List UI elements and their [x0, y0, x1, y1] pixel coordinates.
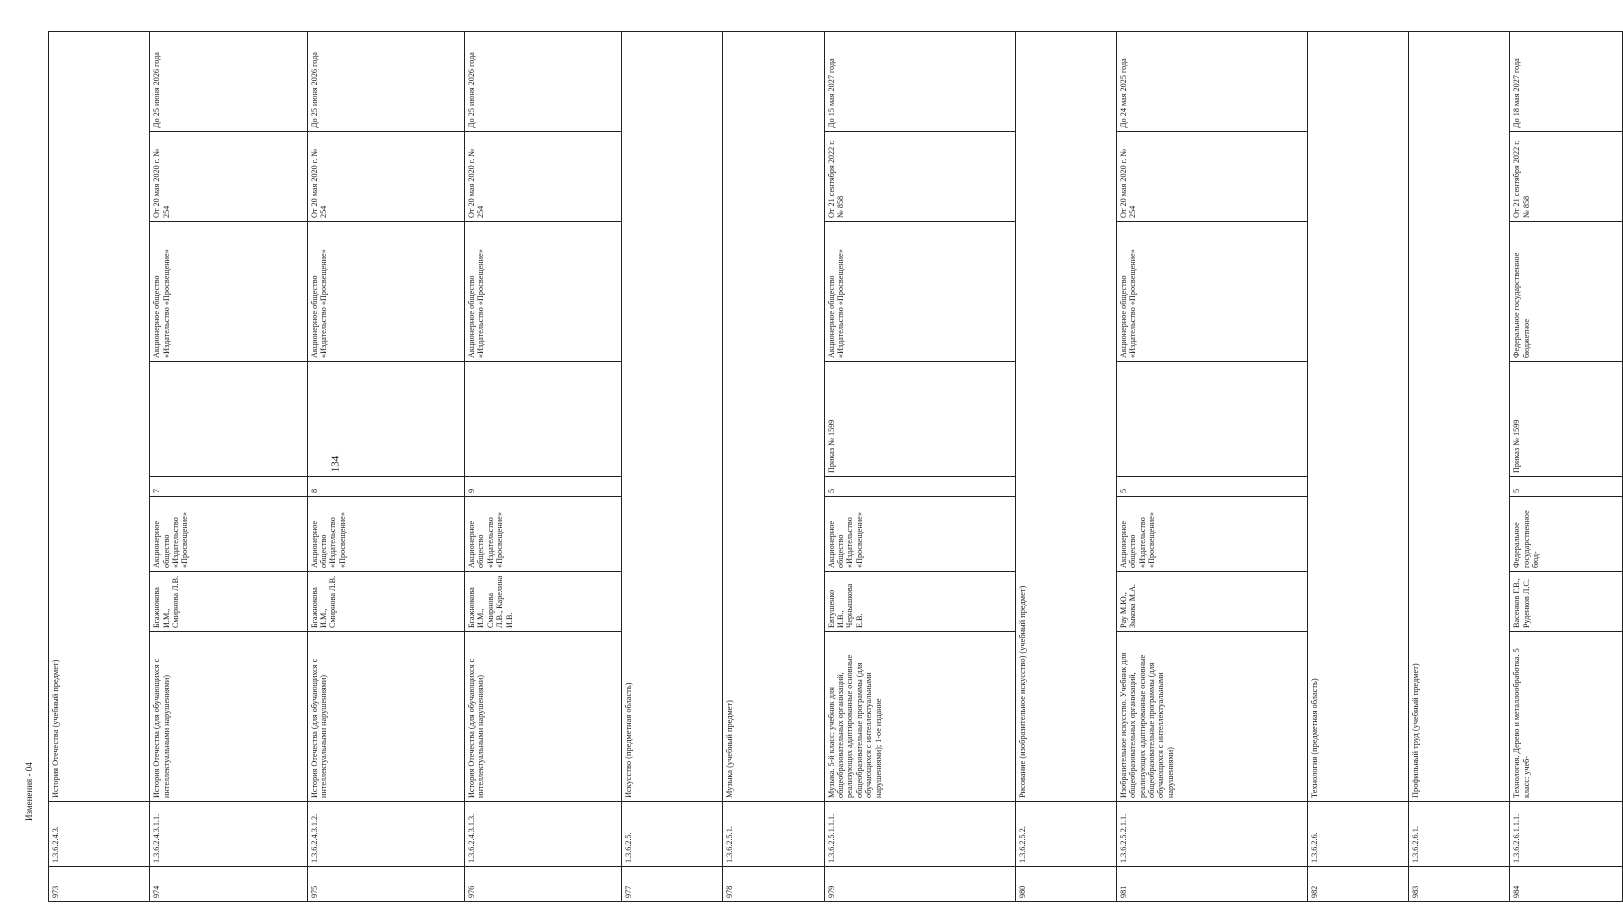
table-row: [824, 31, 1015, 901]
grade-cell: 5: [824, 477, 1015, 497]
section-row: [1307, 31, 1408, 901]
table-row: [150, 31, 307, 901]
section-title-cell: Музыка (учебный предмет): [723, 31, 824, 801]
authors-cell: Бгажнокова И.М., Смирнова Л.В.: [150, 572, 307, 632]
grade-cell: 5: [1510, 477, 1622, 497]
order-cell: [464, 362, 621, 477]
row-number-cell: 979: [824, 867, 1015, 902]
publisher-cell: Акционерное общество «Издательство «Просвещение»: [307, 497, 464, 572]
textbook-name-cell: Технология. Дерево и металлообработка. 5 класс: учеб-: [1510, 632, 1622, 802]
row-number-cell: 975: [307, 867, 464, 902]
order-cell: [1116, 362, 1307, 477]
organization-cell: Акционерное общество «Издательство «Просвещение»: [307, 222, 464, 362]
registry-table: [48, 31, 1623, 902]
code-cell: 1.3.6.2.6.: [1307, 802, 1408, 867]
section-title-cell: Технология (предметная область): [1307, 31, 1408, 801]
publisher-cell: Акционерное общество «Издательство «Просвещение»: [150, 497, 307, 572]
validity-term-cell: До 18 мая 2027 года: [1510, 31, 1622, 131]
code-cell: 1.3.6.2.6.1.: [1409, 802, 1510, 867]
row-number-cell: 984: [1510, 867, 1622, 902]
validity-term-cell: До 15 мая 2027 года: [824, 31, 1015, 131]
code-cell: 1.3.6.2.5.: [622, 802, 723, 867]
row-number-cell: 974: [150, 867, 307, 902]
organization-cell: Акционерное общество «Издательство «Просвещение»: [150, 222, 307, 362]
order-cell: Приказ № 1599: [824, 362, 1015, 477]
approval-date-cell: От 21 сентября 2022 г. № 858: [1510, 132, 1622, 222]
authors-cell: Рау М.Ю., Зыкова М.А.: [1116, 572, 1307, 632]
authors-cell: Бгажнокова И.М., Смирнова Л.В., Карелина И.В.: [464, 572, 621, 632]
publisher-cell: Акционерное общество «Издательство «Просвещение»: [464, 497, 621, 572]
publisher-cell: Акционерное общество «Издательство «Просвещение»: [1116, 497, 1307, 572]
validity-term-cell: До 25 июня 2026 года: [307, 31, 464, 131]
textbook-name-cell: Изобразительное искусство. Учебник для общеобразовательных организаций, реализующих адаптированные основные общеобразовательные программы (для обучающихся с интеллектуальными нарушениями): [1116, 632, 1307, 802]
code-cell: 1.3.6.2.5.2.1.1.: [1116, 802, 1307, 867]
organization-cell: Акционерное общество «Издательство «Просвещение»: [824, 222, 1015, 362]
row-number-cell: 973: [49, 867, 150, 902]
grade-cell: 7: [150, 477, 307, 497]
registry-table-rotated: [48, 32, 1541, 902]
table-row: [1510, 31, 1622, 901]
grade-cell: 9: [464, 477, 621, 497]
section-row: [622, 31, 723, 901]
textbook-name-cell: История Отечества (для обучающихся с интеллектуальными нарушениями): [464, 632, 621, 802]
section-title-cell: Искусство (предметная область): [622, 31, 723, 801]
code-cell: 1.3.6.2.4.3.1.2.: [307, 802, 464, 867]
code-cell: 1.3.6.2.4.3.1.1.: [150, 802, 307, 867]
code-cell: 1.3.6.2.4.3.: [49, 802, 150, 867]
page-number: 134: [329, 455, 342, 473]
code-cell: 1.3.6.2.6.1.1.1.: [1510, 802, 1622, 867]
row-number-cell: 976: [464, 867, 621, 902]
table-row: [1116, 31, 1307, 901]
textbook-name-cell: История Отечества (для обучающихся с интеллектуальными нарушениями): [307, 632, 464, 802]
section-row: [1015, 31, 1116, 901]
publisher-cell: Федеральное государственное бюд-: [1510, 497, 1622, 572]
grade-cell: 8: [307, 477, 464, 497]
code-cell: 1.3.6.2.5.1.: [723, 802, 824, 867]
organization-cell: Акционерное общество «Издательство «Просвещение»: [1116, 222, 1307, 362]
code-cell: 1.3.6.2.5.1.1.1.: [824, 802, 1015, 867]
authors-cell: Евтушенко И.В., Чернышкова Е.В.: [824, 572, 1015, 632]
validity-term-cell: До 24 мая 2025 года: [1116, 31, 1307, 131]
section-title-cell: История Отечества (учебный предмет): [49, 31, 150, 801]
order-cell: [150, 362, 307, 477]
approval-date-cell: От 20 мая 2020 г. № 254: [464, 132, 621, 222]
approval-date-cell: От 20 мая 2020 г. № 254: [307, 132, 464, 222]
order-cell: [307, 362, 464, 477]
approval-date-cell: От 20 мая 2020 г. № 254: [150, 132, 307, 222]
footer-changes: Изменения - 04: [24, 762, 34, 821]
approval-date-cell: От 21 сентября 2022 г. № 858: [824, 132, 1015, 222]
table-row: [464, 31, 621, 901]
row-number-cell: 982: [1307, 867, 1408, 902]
code-cell: 1.3.6.2.4.3.1.3.: [464, 802, 621, 867]
row-number-cell: 978: [723, 867, 824, 902]
approval-date-cell: От 20 мая 2020 г. № 254: [1116, 132, 1307, 222]
order-cell: Приказ № 1599: [1510, 362, 1622, 477]
authors-cell: Бгажнокова И.М., Смирнова Л.В.: [307, 572, 464, 632]
row-number-cell: 980: [1015, 867, 1116, 902]
table-row: [307, 31, 464, 901]
code-cell: 1.3.6.2.5.2.: [1015, 802, 1116, 867]
section-row: [723, 31, 824, 901]
row-number-cell: 977: [622, 867, 723, 902]
organization-cell: Федеральное государственное бюджетное: [1510, 222, 1622, 362]
publisher-cell: Акционерное общество «Издательство «Просвещение»: [824, 497, 1015, 572]
section-title-cell: Профильный труд (учебный предмет): [1409, 31, 1510, 801]
row-number-cell: 983: [1409, 867, 1510, 902]
textbook-name-cell: Музыка. 5-й класс: учебник для общеобразовательных организаций, реализующих адаптированные основные общеобразовательные программы (для обучающихся с интеллектуальными нарушениями); 1-ое издание: [824, 632, 1015, 802]
section-row: [49, 31, 150, 901]
validity-term-cell: До 25 июня 2026 года: [464, 31, 621, 131]
textbook-name-cell: История Отечества (для обучающихся с интеллектуальными нарушениями): [150, 632, 307, 802]
authors-cell: Васенков Г.В., Руденков Л.С.: [1510, 572, 1622, 632]
organization-cell: Акционерное общество «Издательство «Просвещение»: [464, 222, 621, 362]
grade-cell: 5: [1116, 477, 1307, 497]
section-title-cell: Рисование (изобразительное искусство) (учебный предмет): [1015, 31, 1116, 801]
row-number-cell: 981: [1116, 867, 1307, 902]
section-row: [1409, 31, 1510, 901]
validity-term-cell: До 25 июня 2026 года: [150, 31, 307, 131]
